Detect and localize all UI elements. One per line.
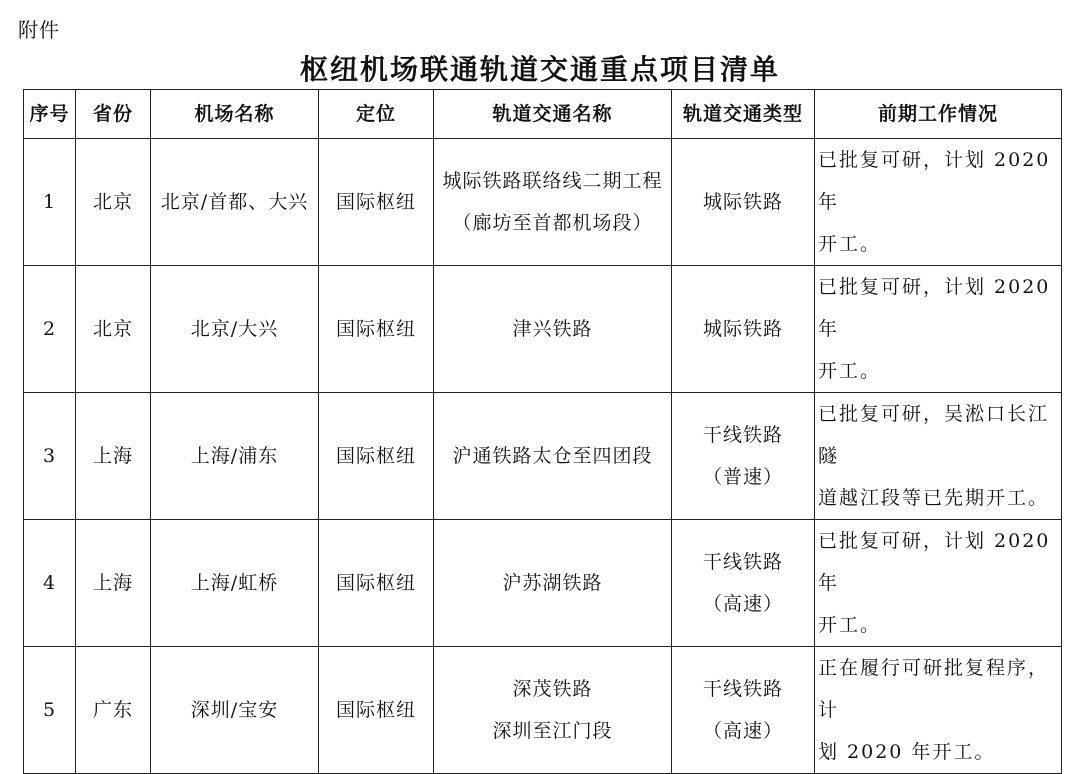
- cell-rail-type-line: 干线铁路: [702, 678, 783, 700]
- cell-position: 国际枢纽: [319, 520, 434, 647]
- cell-status-line: 开工。: [818, 233, 882, 255]
- cell-province: 北京: [76, 139, 151, 266]
- cell-no: 4: [24, 520, 76, 647]
- cell-rail-name: [434, 139, 672, 266]
- cell-province: 上海: [76, 520, 151, 647]
- cell-province: 北京: [76, 266, 151, 393]
- header-position: 定位: [319, 90, 434, 139]
- header-status: 前期工作情况: [815, 90, 1062, 139]
- cell-rail-name-line: 城际铁路联络线二期工程: [442, 170, 663, 192]
- cell-airport: 北京/首都、大兴: [151, 139, 319, 266]
- cell-province: 广东: [76, 647, 151, 774]
- attachment-label: 附件: [18, 18, 60, 42]
- header-no: 序号: [24, 90, 76, 139]
- cell-rail-name-line: （廊坊至首都机场段）: [452, 212, 653, 234]
- cell-rail-name-line: 沪苏湖铁路: [502, 572, 603, 594]
- cell-status-line: 已批复可研，计划 2020 年: [818, 149, 1051, 213]
- cell-rail-type-line: 城际铁路: [702, 191, 783, 213]
- table-row: [24, 139, 1062, 266]
- project-table: [23, 89, 1062, 774]
- cell-status-line: 正在履行可研批复程序，计: [818, 657, 1050, 721]
- cell-status-line: 开工。: [818, 360, 882, 382]
- cell-rail-type: [672, 393, 815, 520]
- cell-rail-type-line: 干线铁路: [702, 424, 783, 446]
- cell-position: 国际枢纽: [319, 647, 434, 774]
- cell-rail-type-line: （高速）: [702, 720, 783, 742]
- cell-status-line: 已批复可研，计划 2020 年: [818, 276, 1051, 340]
- header-province: 省份: [76, 90, 151, 139]
- cell-rail-type-line: （普速）: [702, 466, 783, 488]
- table-row: [24, 266, 1062, 393]
- cell-position: 国际枢纽: [319, 266, 434, 393]
- cell-status: [815, 520, 1062, 647]
- cell-status-line: 道越江段等已先期开工。: [818, 487, 1050, 509]
- cell-position: 国际枢纽: [319, 139, 434, 266]
- cell-status: [815, 393, 1062, 520]
- cell-rail-name: [434, 520, 672, 647]
- cell-rail-type-line: 城际铁路: [702, 318, 783, 340]
- table-row: [24, 520, 1062, 647]
- cell-airport: 上海/浦东: [151, 393, 319, 520]
- cell-position: 国际枢纽: [319, 393, 434, 520]
- table-row: [24, 393, 1062, 520]
- table-row: [24, 647, 1062, 774]
- cell-rail-name-line: 深圳至江门段: [492, 720, 613, 742]
- page-title: 枢纽机场联通轨道交通重点项目清单: [299, 53, 780, 86]
- cell-status: [815, 266, 1062, 393]
- cell-rail-name-line: 津兴铁路: [512, 318, 593, 340]
- cell-no: 2: [24, 266, 76, 393]
- cell-airport: 深圳/宝安: [151, 647, 319, 774]
- cell-rail-type-line: （高速）: [702, 593, 783, 615]
- cell-rail-type: [672, 520, 815, 647]
- cell-province: 上海: [76, 393, 151, 520]
- header-rail-type: 轨道交通类型: [672, 90, 815, 139]
- cell-rail-type: [672, 139, 815, 266]
- cell-no: 5: [24, 647, 76, 774]
- cell-status: [815, 139, 1062, 266]
- cell-airport: 上海/虹桥: [151, 520, 319, 647]
- cell-status-line: 开工。: [818, 614, 882, 636]
- header-rail-name: 轨道交通名称: [434, 90, 672, 139]
- cell-status-line: 已批复可研，计划 2020 年: [818, 530, 1051, 594]
- cell-no: 3: [24, 393, 76, 520]
- cell-rail-name: [434, 393, 672, 520]
- cell-rail-name: [434, 647, 672, 774]
- cell-airport: 北京/大兴: [151, 266, 319, 393]
- cell-status-line: 划 2020 年开工。: [818, 741, 996, 763]
- cell-status-line: 已批复可研，吴淞口长江隧: [818, 403, 1050, 467]
- table-header-row: [24, 90, 1062, 139]
- cell-rail-type: [672, 266, 815, 393]
- cell-rail-name-line: 深茂铁路: [512, 678, 593, 700]
- cell-rail-type: [672, 647, 815, 774]
- cell-status: [815, 647, 1062, 774]
- header-airport: 机场名称: [151, 90, 319, 139]
- cell-rail-name-line: 沪通铁路太仓至四团段: [452, 445, 653, 467]
- cell-no: 1: [24, 139, 76, 266]
- cell-rail-name: [434, 266, 672, 393]
- cell-rail-type-line: 干线铁路: [702, 551, 783, 573]
